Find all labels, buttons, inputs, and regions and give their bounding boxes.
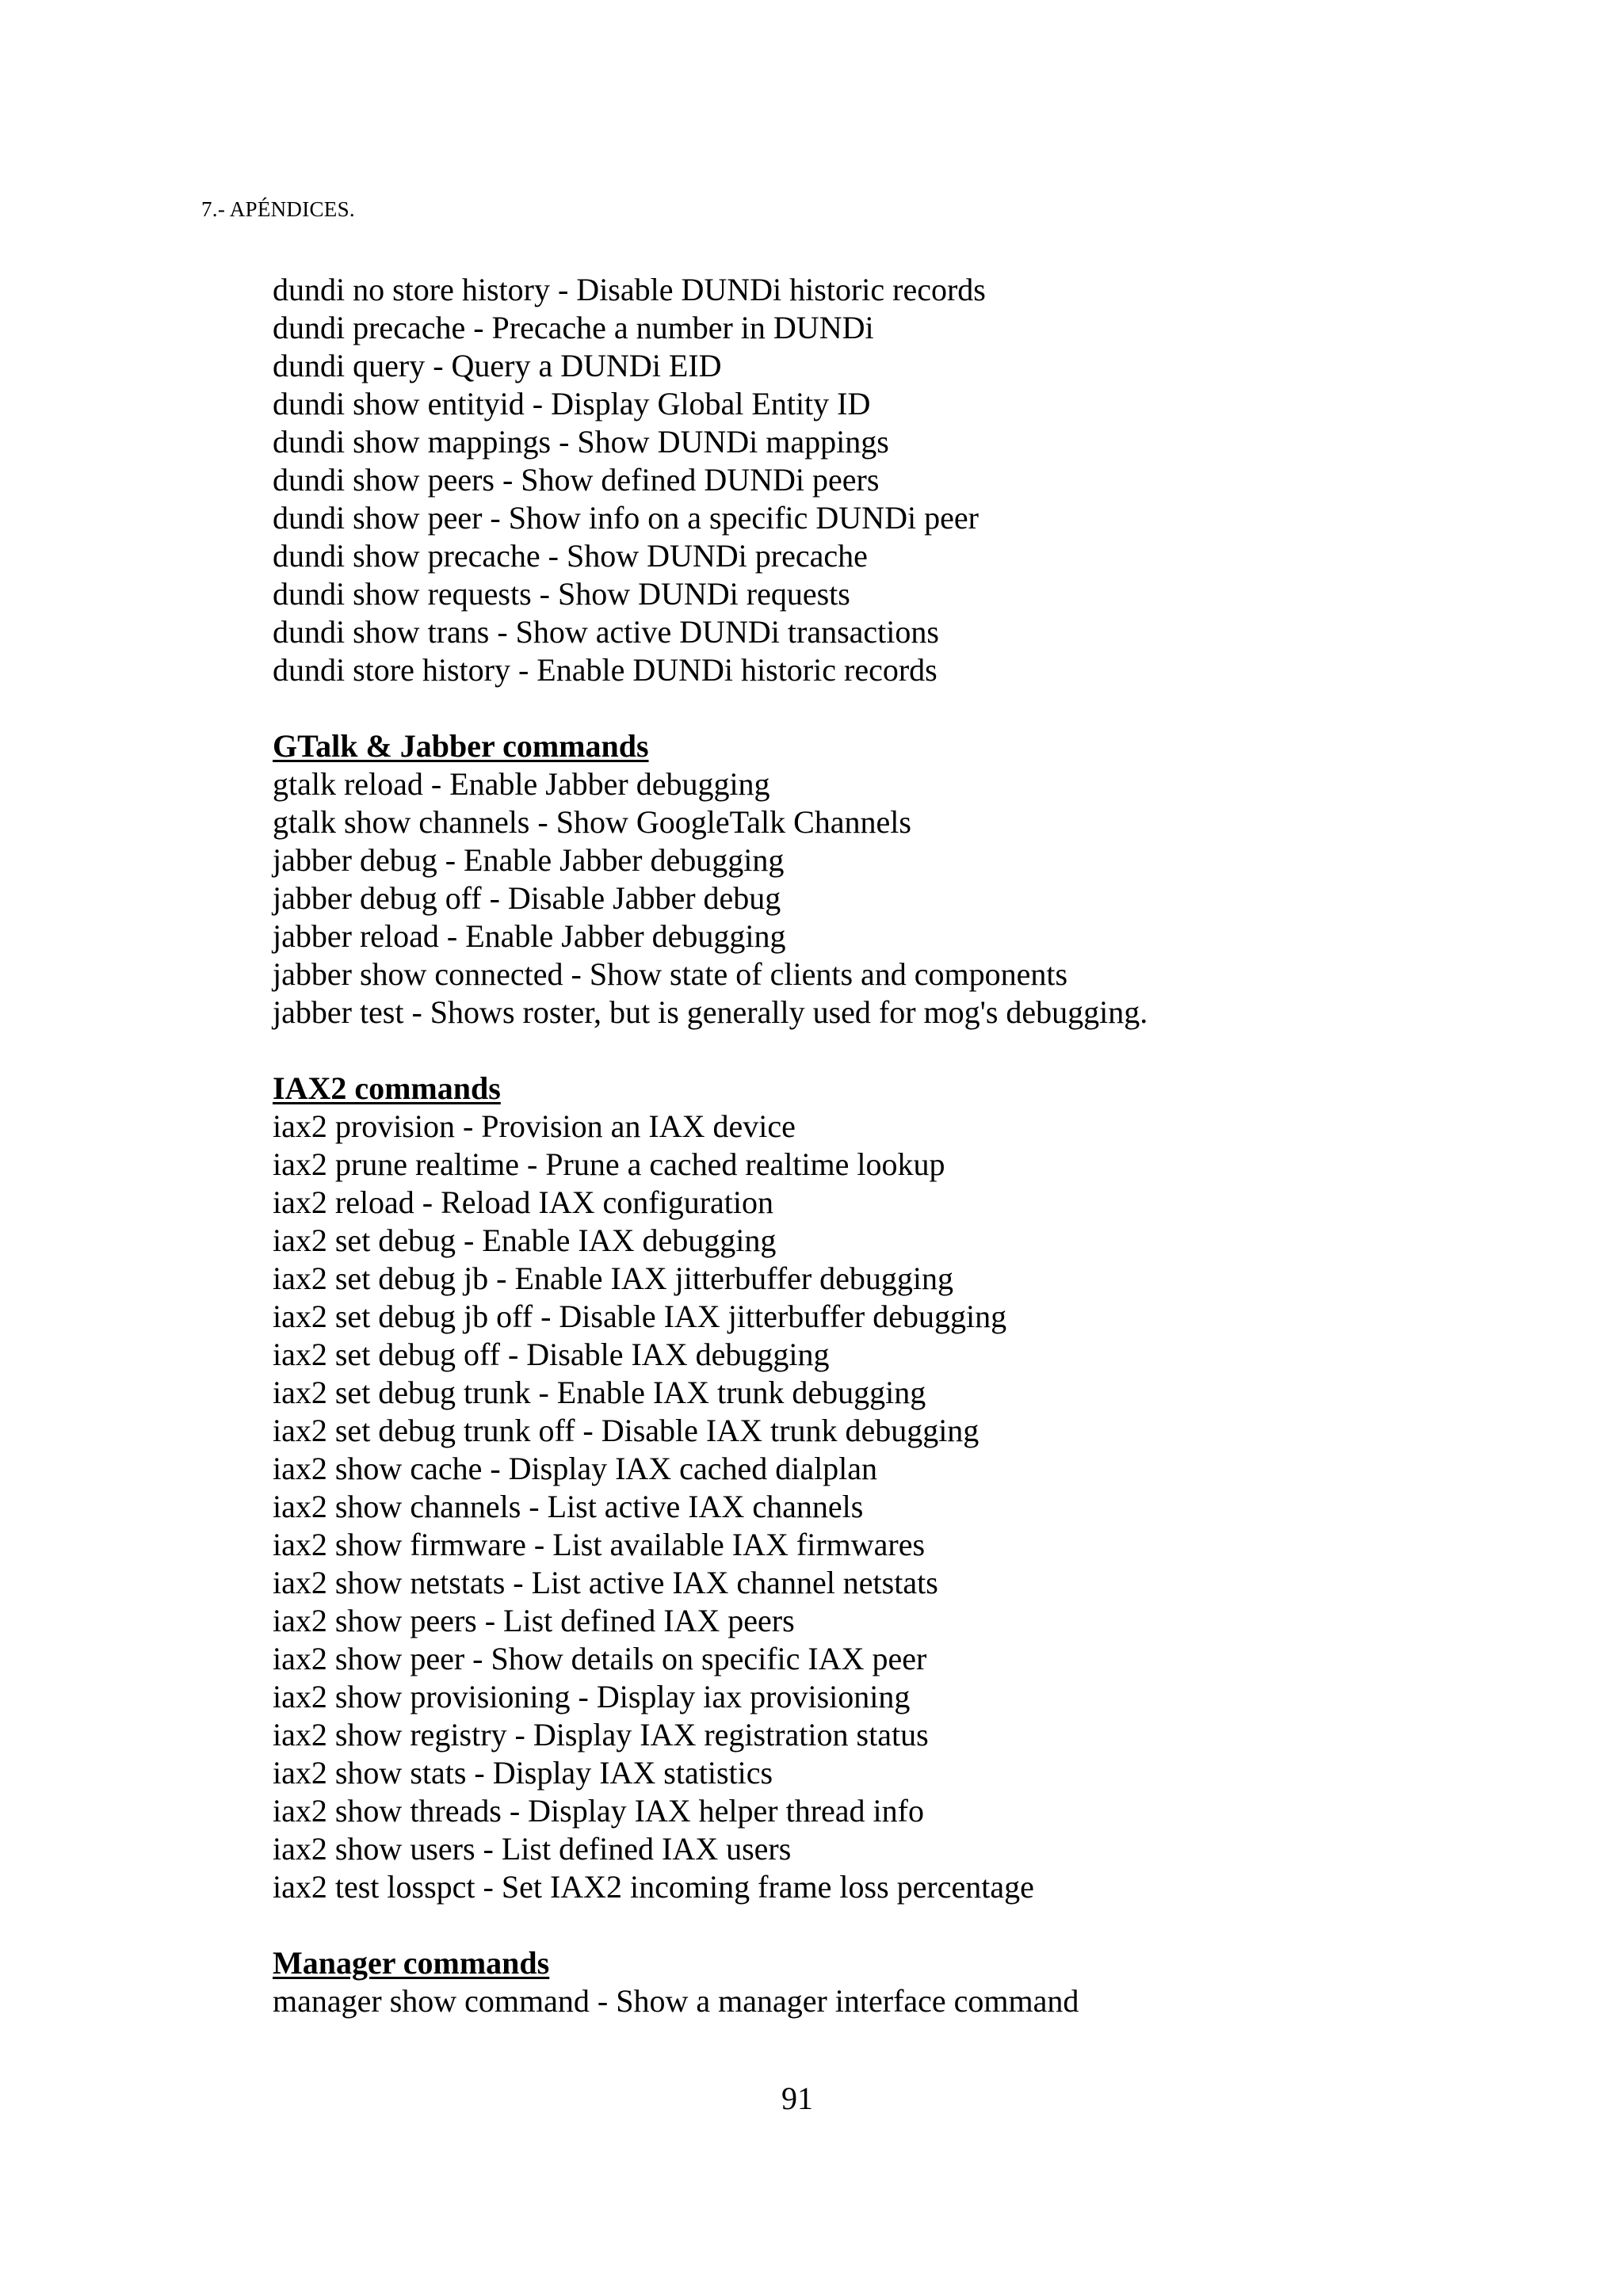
command-line: dundi show entityid - Display Global Entity ID (273, 386, 871, 421)
gtalk-jabber-section (273, 727, 1556, 1032)
command-line: iax2 test losspct - Set IAX2 incoming frame loss percentage (273, 1869, 1034, 1905)
section-spacer (273, 1906, 1556, 1944)
command-line: iax2 set debug jb off - Disable IAX jitterbuffer debugging (273, 1299, 1007, 1334)
iax2-section (273, 1070, 1556, 1906)
command-line: iax2 show stats - Display IAX statistics (273, 1755, 773, 1791)
command-line: jabber reload - Enable Jabber debugging (273, 918, 786, 954)
command-line: iax2 show provisioning - Display iax provisioning (273, 1679, 911, 1714)
command-line: jabber test - Shows roster, but is generally used for mog's debugging. (273, 994, 1148, 1030)
command-line: iax2 show firmware - List available IAX firmwares (273, 1527, 926, 1562)
command-line: dundi show trans - Show active DUNDi transactions (273, 614, 939, 650)
dundi-command-list (273, 271, 1556, 689)
command-line: iax2 show registry - Display IAX registration status (273, 1717, 929, 1753)
command-line: iax2 show peer - Show details on specific IAX peer (273, 1641, 927, 1676)
manager-section (273, 1944, 1556, 2020)
command-line: iax2 provision - Provision an IAX device (273, 1108, 796, 1144)
command-line: iax2 set debug trunk - Enable IAX trunk debugging (273, 1375, 926, 1410)
page-number: 91 (781, 2081, 813, 2116)
command-line: dundi show peer - Show info on a specific DUNDi peer (273, 500, 979, 536)
command-line: dundi no store history - Disable DUNDi historic records (273, 272, 986, 307)
command-line: iax2 show threads - Display IAX helper thread info (273, 1793, 924, 1829)
section-heading: Manager commands (273, 1945, 550, 1981)
command-line: jabber debug off - Disable Jabber debug (273, 880, 781, 916)
command-line: gtalk reload - Enable Jabber debugging (273, 766, 770, 802)
command-line: iax2 show netstats - List active IAX channel netstats (273, 1565, 938, 1600)
page-body (273, 271, 1556, 2020)
command-line: iax2 show channels - List active IAX channels (273, 1489, 864, 1524)
command-line: iax2 set debug jb - Enable IAX jitterbuffer debugging (273, 1261, 954, 1296)
command-line: jabber debug - Enable Jabber debugging (273, 842, 785, 878)
command-line: iax2 show users - List defined IAX users (273, 1831, 792, 1867)
command-line: iax2 prune realtime - Prune a cached realtime lookup (273, 1146, 945, 1182)
command-line: dundi query - Query a DUNDi EID (273, 348, 722, 383)
command-line: manager show command - Show a manager interface command (273, 1983, 1079, 2019)
section-spacer (273, 689, 1556, 727)
command-line: dundi show mappings - Show DUNDi mappings (273, 424, 889, 460)
command-line: gtalk show channels - Show GoogleTalk Channels (273, 804, 911, 840)
command-line: dundi show requests - Show DUNDi requests (273, 576, 850, 612)
command-line: iax2 show peers - List defined IAX peers (273, 1603, 795, 1638)
command-line: iax2 reload - Reload IAX configuration (273, 1184, 774, 1220)
command-line: jabber show connected - Show state of clients and components (273, 956, 1068, 992)
command-line: dundi store history - Enable DUNDi historic records (273, 652, 938, 688)
command-line: dundi precache - Precache a number in DUNDi (273, 310, 874, 345)
command-line: iax2 set debug off - Disable IAX debugging (273, 1337, 830, 1372)
command-line: iax2 set debug - Enable IAX debugging (273, 1222, 777, 1258)
running-header: 7.- APÉNDICES. (201, 197, 355, 221)
command-line: dundi show precache - Show DUNDi precache (273, 538, 868, 574)
command-line: iax2 set debug trunk off - Disable IAX trunk debugging (273, 1413, 980, 1448)
section-heading: GTalk & Jabber commands (273, 728, 649, 764)
section-spacer (273, 1032, 1556, 1070)
command-line: dundi show peers - Show defined DUNDi peers (273, 462, 880, 498)
command-line: iax2 show cache - Display IAX cached dialplan (273, 1451, 878, 1486)
section-heading: IAX2 commands (273, 1070, 501, 1106)
